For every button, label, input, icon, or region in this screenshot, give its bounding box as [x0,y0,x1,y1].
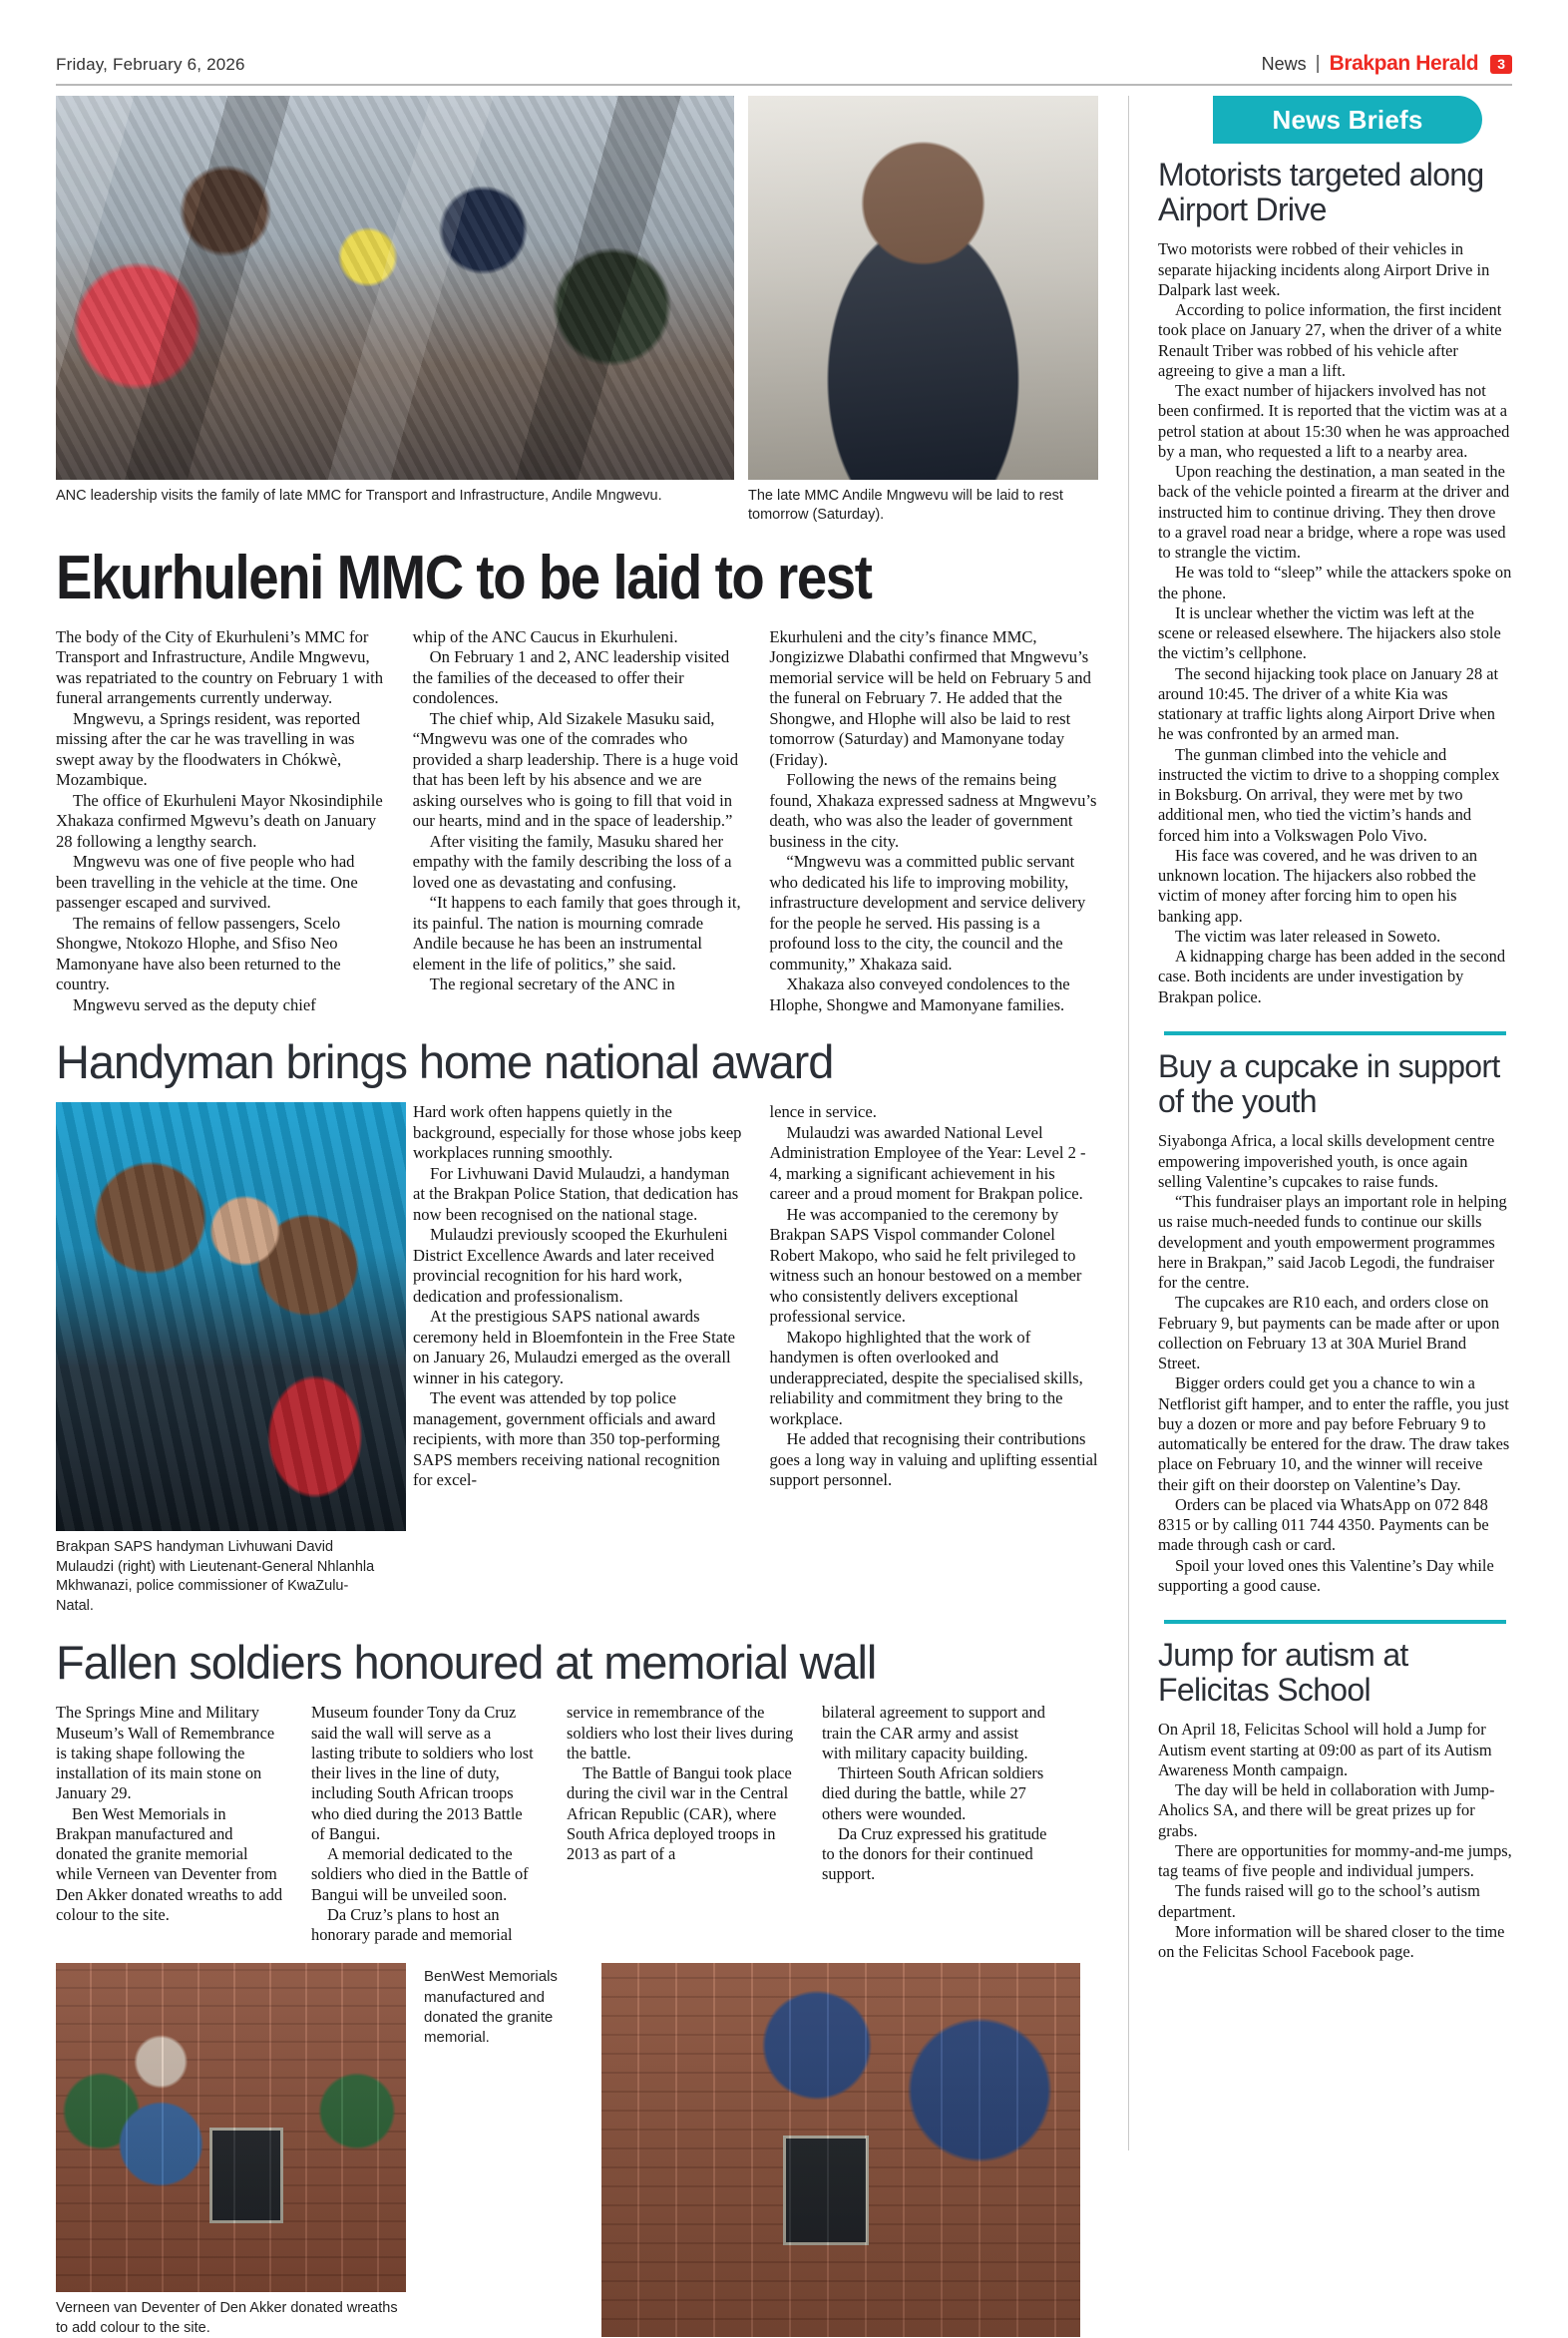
memorial-wall-installation-photo [601,1963,1080,2337]
brief-divider [1164,1620,1506,1624]
lead-photo-row [56,96,1098,526]
paragraph: For Livhuwani David Mulaudzi, a handyman at the Brakpan Police Station, that dedication has now been recognised on the national stage. [413,1163,739,1224]
soldiers-headline: Fallen soldiers honoured at memorial wall [56,1636,877,1690]
paragraph: Ben West Memorials in Brakpan manufactured and donated the granite memorial while Verneen van Deventer from Den Akker donated wreaths to add colour to the site. [56,1803,283,1924]
paragraph: It is unclear whether the victim was left at the scene or released elsewhere. The hijackers also stole the victim’s cellphone. [1158,602,1501,663]
issue-date: Friday, February 6, 2026 [56,54,245,74]
paragraph: Bigger orders could get you a chance to win a Netflorist gift hamper, and to enter the raffle, you just buy a dozen or more and pay before February 9 to automatically be entered for the draw. The draw takes place on February 10, and the winner will receive their gift on their doorstep on Valentine’s Day. [1158,1373,1510,1494]
publication-title: Brakpan Herald [1329,52,1479,75]
column-divider [1128,96,1129,2150]
memorial-plaque [209,2128,283,2223]
paragraph: He was told to “sleep” while the attackers spoke on the phone. [1158,563,1512,602]
handyman-story-columns [56,1102,1098,1616]
paragraph: Mngwevu, a Springs resident, was reported missing after the car he was travelling in was swept away by the floodwaters in Chókwè, Mozambique. [56,708,361,790]
paragraph: Museum founder Tony da Cruz said the wall will serve as a lasting tribute to soldiers who lost their lives in the line of duty, including South African troops who died during the 2013 Battle of Bangui. [311,1703,534,1843]
paragraph: The funds raised will go to the school’s autism department. [1158,1881,1480,1921]
section-label: News [1261,53,1307,74]
paragraph: Two motorists were robbed of their vehicles in separate hijacking incidents along Airport Drive in Dalpark last week. [1158,239,1490,299]
paragraph: He added that recognising their contributions goes a long way in valuing and uplifting essential support personnel. [769,1429,1098,1490]
news-briefs-sidebar [1158,96,1512,1962]
photo-caption-anc: ANC leadership visits the family of late MMC for Transport and Infrastructure, Andile Mngwevu. [56,488,662,504]
paragraph: At the prestigious SAPS national awards ceremony held in Bloemfontein in the Free State on January 26, Mulaudzi emerged as the overall winner in his category. [413,1307,736,1387]
brief-headline-motorists: Motorists targeted along Airport Drive [1158,157,1484,228]
handyman-headline: Handyman brings home national award [56,1035,834,1089]
news-briefs-label: News Briefs [1272,104,1423,135]
brief-headline-cupcake: Buy a cupcake in support of the youth [1158,1047,1500,1120]
brief-body-cupcake [1158,1131,1512,1596]
paragraph: On April 18, Felicitas School will hold a Jump for Autism event starting at 09:00 as part of its Autism Awareness Month campaign. [1158,1720,1492,1779]
brief-divider [1164,1031,1506,1035]
paragraph: whip of the ANC Caucus in Ekurhuleni. [412,626,678,646]
paragraph: The exact number of hijackers involved has not been confirmed. It is reported that the victim was at a petrol station at about 15:30 when he was approached by a man, who requested a lift to a nearby area. [1158,381,1510,461]
paragraph: On February 1 and 2, ANC leadership visited the families of the deceased to offer their condolences. [412,647,730,708]
header-divider [56,84,1512,86]
lead-column-2 [413,627,742,1015]
paragraph: bilateral agreement to support and train the CAR army and assist with military capacity building. [822,1703,1045,1762]
paragraph: “Mngwevu was a committed public servant who dedicated his life to improving mobility, infrastructure development and service delivery for the people he served. His passing is a profound loss to the city, the council and the community,” Xhakaza said. [769,852,1086,974]
paragraph: Mulaudzi previously scooped the Ekurhuleni District Excellence Awards and later received provincial recognition for his hard work, dedication and professionalism. [413,1225,728,1306]
late-mmc-portrait-photo [748,96,1098,480]
brief-headline-autism: Jump for autism at Felicitas School [1158,1637,1408,1709]
main-content [56,96,1098,2338]
masthead [56,52,1512,82]
news-briefs-tab [1213,96,1482,144]
paragraph: Xhakaza also conveyed condolences to the Hlophe, Shongwe and Mamonyane families. [769,974,1070,1014]
masthead-branding [1262,52,1512,76]
handyman-column-1 [56,1102,385,1616]
paragraph: Mngwevu was one of five people who had been travelling in the vehicle at the time. One passenger escaped and survived. [56,852,358,913]
paragraph: Mngwevu served as the deputy chief [73,994,316,1014]
paragraph: service in remembrance of the soldiers who lost their lives during the battle. [567,1703,794,1762]
memorial-wall-wreaths-photo [56,1963,406,2292]
handyman-award-photo [56,1102,406,1531]
paragraph: According to police information, the first incident took place on January 27, when the driver of a white Renault Triber was robbed of his vehicle after agreeing to give a man a lift. [1158,300,1502,380]
paragraph: A memorial dedicated to the soldiers who died in the Battle of Bangui will be unveiled soon. [311,1844,529,1904]
paragraph: The event was attended by top police management, government officials and award recipients, with more than 350 top-performing SAPS members receiving national recognition for excel- [413,1388,720,1490]
paragraph: Hard work often happens quietly in the background, especially for those whose jobs keep workplaces running smoothly. [413,1102,742,1163]
photo-caption-handyman: Brakpan SAPS handyman Livhuwani David Mulaudzi (right) with Lieutenant-General Nhlanhla Mkhwanazi, police commissioner of KwaZulu-Natal. [56,1539,375,1614]
brief-body-autism [1158,1720,1512,1962]
photo-caption-wreaths: Verneen van Deventer of Den Akker donated wreaths to add colour to the site. [56,2300,398,2336]
paragraph: Following the news of the remains being found, Xhakaza expressed sadness at Mngwevu’s death, who was also the leader of government business in the city. [769,770,1097,851]
soldiers-story-columns [56,1703,1098,1945]
paragraph: The day will be held in collaboration with Jump-Aholics SA, and there will be great prizes up for grabs. [1158,1780,1495,1840]
anc-leadership-photo [56,96,734,480]
lead-headline: Ekurhuleni MMC to be laid to rest [56,543,872,612]
paragraph: Makopo highlighted that the work of handymen is often overlooked and underappreciated, despite the specialised skills, reliability and commitment they bring to the workplace. [769,1327,1083,1428]
paragraph: Upon reaching the destination, a man seated in the back of the vehicle pointed a firearm at the driver and instructed him to continue driving. They then drove to a gravel road near a bridge, where a rope was used to strangle the victim. [1158,462,1510,563]
soldiers-column-3 [567,1703,794,1945]
handyman-column-3 [770,1102,1099,1616]
paragraph: The Springs Mine and Military Museum’s Wall of Remembrance is taking shape following the installation of its main stone on January 29. [56,1703,275,1803]
paragraph: lence in service. [769,1102,877,1122]
paragraph: Orders can be placed via WhatsApp on 072 848 8315 or by calling 011 744 4350. Payments can be made through cash or card. [1158,1494,1489,1555]
paragraph: Thirteen South African soldiers died during the battle, while 27 others were wounded. [822,1763,1044,1823]
handyman-column-2 [413,1102,742,1616]
paragraph: “This fundraiser plays an important role in helping us raise much-needed funds to continue our skills development and youth empowerment programmes here in Brakpan,” said Jacob Legodi, the fundraiser for the centre. [1158,1192,1507,1292]
soldiers-column-4 [822,1703,1049,1945]
lead-story-columns [56,627,1098,1015]
paragraph: The second hijacking took place on January 28 at around 10:45. The driver of a white Kia was stationary at traffic lights along Airport Drive when he was confronted by an armed man. [1158,663,1499,744]
paragraph: “It happens to each family that goes through it, its painful. The nation is mourning comrade Andile because he has been an instrumental element in the life of politics,” she said. [412,893,741,974]
paragraph: The office of Ekurhuleni Mayor Nkosindiphile Xhakaza confirmed Mgwevu’s death on January 28 following a lengthy search. [56,790,383,851]
paragraph: More information will be shared closer to the time on the Felicitas School Facebook page. [1158,1921,1505,1962]
lead-column-3 [769,627,1098,1015]
lead-column-1 [56,627,385,1015]
paragraph: The gunman climbed into the vehicle and instructed the victim to drive to a shopping complex in Boksburg. On arrival, they were met by two additional men, who tied the victim’s hands and forced him into a Volkswagen Polo Vivo. [1158,744,1500,845]
masthead-separator: | [1315,53,1321,74]
paragraph: Siyabonga Africa, a local skills development centre empowering impoverished youth, is once again selling Valentine’s cupcakes to raise funds. [1158,1131,1495,1191]
paragraph: Da Cruz expressed his gratitude to the donors for their continued support. [822,1823,1047,1884]
paragraph: The remains of fellow passengers, Scelo Shongwe, Ntokozo Hlophe, and Sfiso Neo Mamonyane have also been returned to the country. [56,913,341,994]
paragraph: The cupcakes are R10 each, and orders close on February 9, but payments can be made after or upon collection on February 13 at 30A Muriel Brand Street. [1158,1293,1500,1372]
paragraph: After visiting the family, Masuku shared her empathy with the family describing the loss of a loved one as devastating and confusing. [412,831,732,892]
paragraph: Mulaudzi was awarded National Level Administration Employee of the Year: Level 2 - 4, marking a significant achievement in his career and a proud moment for Brakpan police. [769,1122,1086,1204]
paragraph: Da Cruz’s plans to host an honorary parade and memorial [311,1904,513,1945]
paragraph: Spoil your loved ones this Valentine’s Day while supporting a good cause. [1158,1555,1494,1595]
paragraph: Ekurhuleni and the city’s finance MMC, Jongizizwe Dlabathi confirmed that Mngwevu’s memorial service will be held on February 5 and the funeral on February 7. He added that the Shongwe, and Hlophe will also be laid to rest tomorrow (Saturday) and Mamonyane today (Friday). [769,626,1091,769]
paragraph: The Battle of Bangui took place during the civil war in the Central African Republic (CAR), where South Africa deployed troops in 2013 as part of a [567,1763,792,1864]
inset-photo-caption: BenWest Memorials manufactured and donated the granite memorial. [424,1968,558,2046]
page-number-badge: 3 [1490,55,1512,74]
memorial-plaque [783,2136,869,2245]
paragraph: His face was covered, and he was driven to an unknown location. The hijackers also robbed the victim of money after forcing him to open his banking app. [1158,845,1478,926]
soldiers-column-2 [311,1703,539,1945]
soldiers-column-1 [56,1703,283,1945]
paragraph: He was accompanied to the ceremony by Brakpan SAPS Vispol commander Colonel Robert Makopo, who said he felt privileged to witness such an honour bestowed on a member who consistently delivers exceptional professional service. [769,1204,1082,1327]
paragraph: The victim was later released in Soweto. [1175,926,1441,946]
brief-body-motorists [1158,239,1512,1007]
photo-caption-mmc: The late MMC Andile Mngwevu will be laid to rest tomorrow (Saturday). [748,488,1063,524]
paragraph: The body of the City of Ekurhuleni’s MMC for Transport and Infrastructure, Andile Mngwevu, was repatriated to the country on February 1 with funeral arrangements currently underway. [56,626,384,708]
paragraph: The chief whip, Ald Sizakele Masuku said, “Mngwevu was one of the comrades who provided a sharp leadership. There is a huge void that has been left by his absence and we are asking ourselves who is going to fill that void in our hearts, mind and in the space of leadership.” [412,708,739,831]
paragraph: There are opportunities for mommy-and-me jumps, tag teams of five people and individual jumpers. [1158,1840,1512,1881]
paragraph: The regional secretary of the ANC in [429,974,675,994]
paragraph: A kidnapping charge has been added in the second case. Both incidents are under investigation by Brakpan police. [1158,947,1506,1006]
